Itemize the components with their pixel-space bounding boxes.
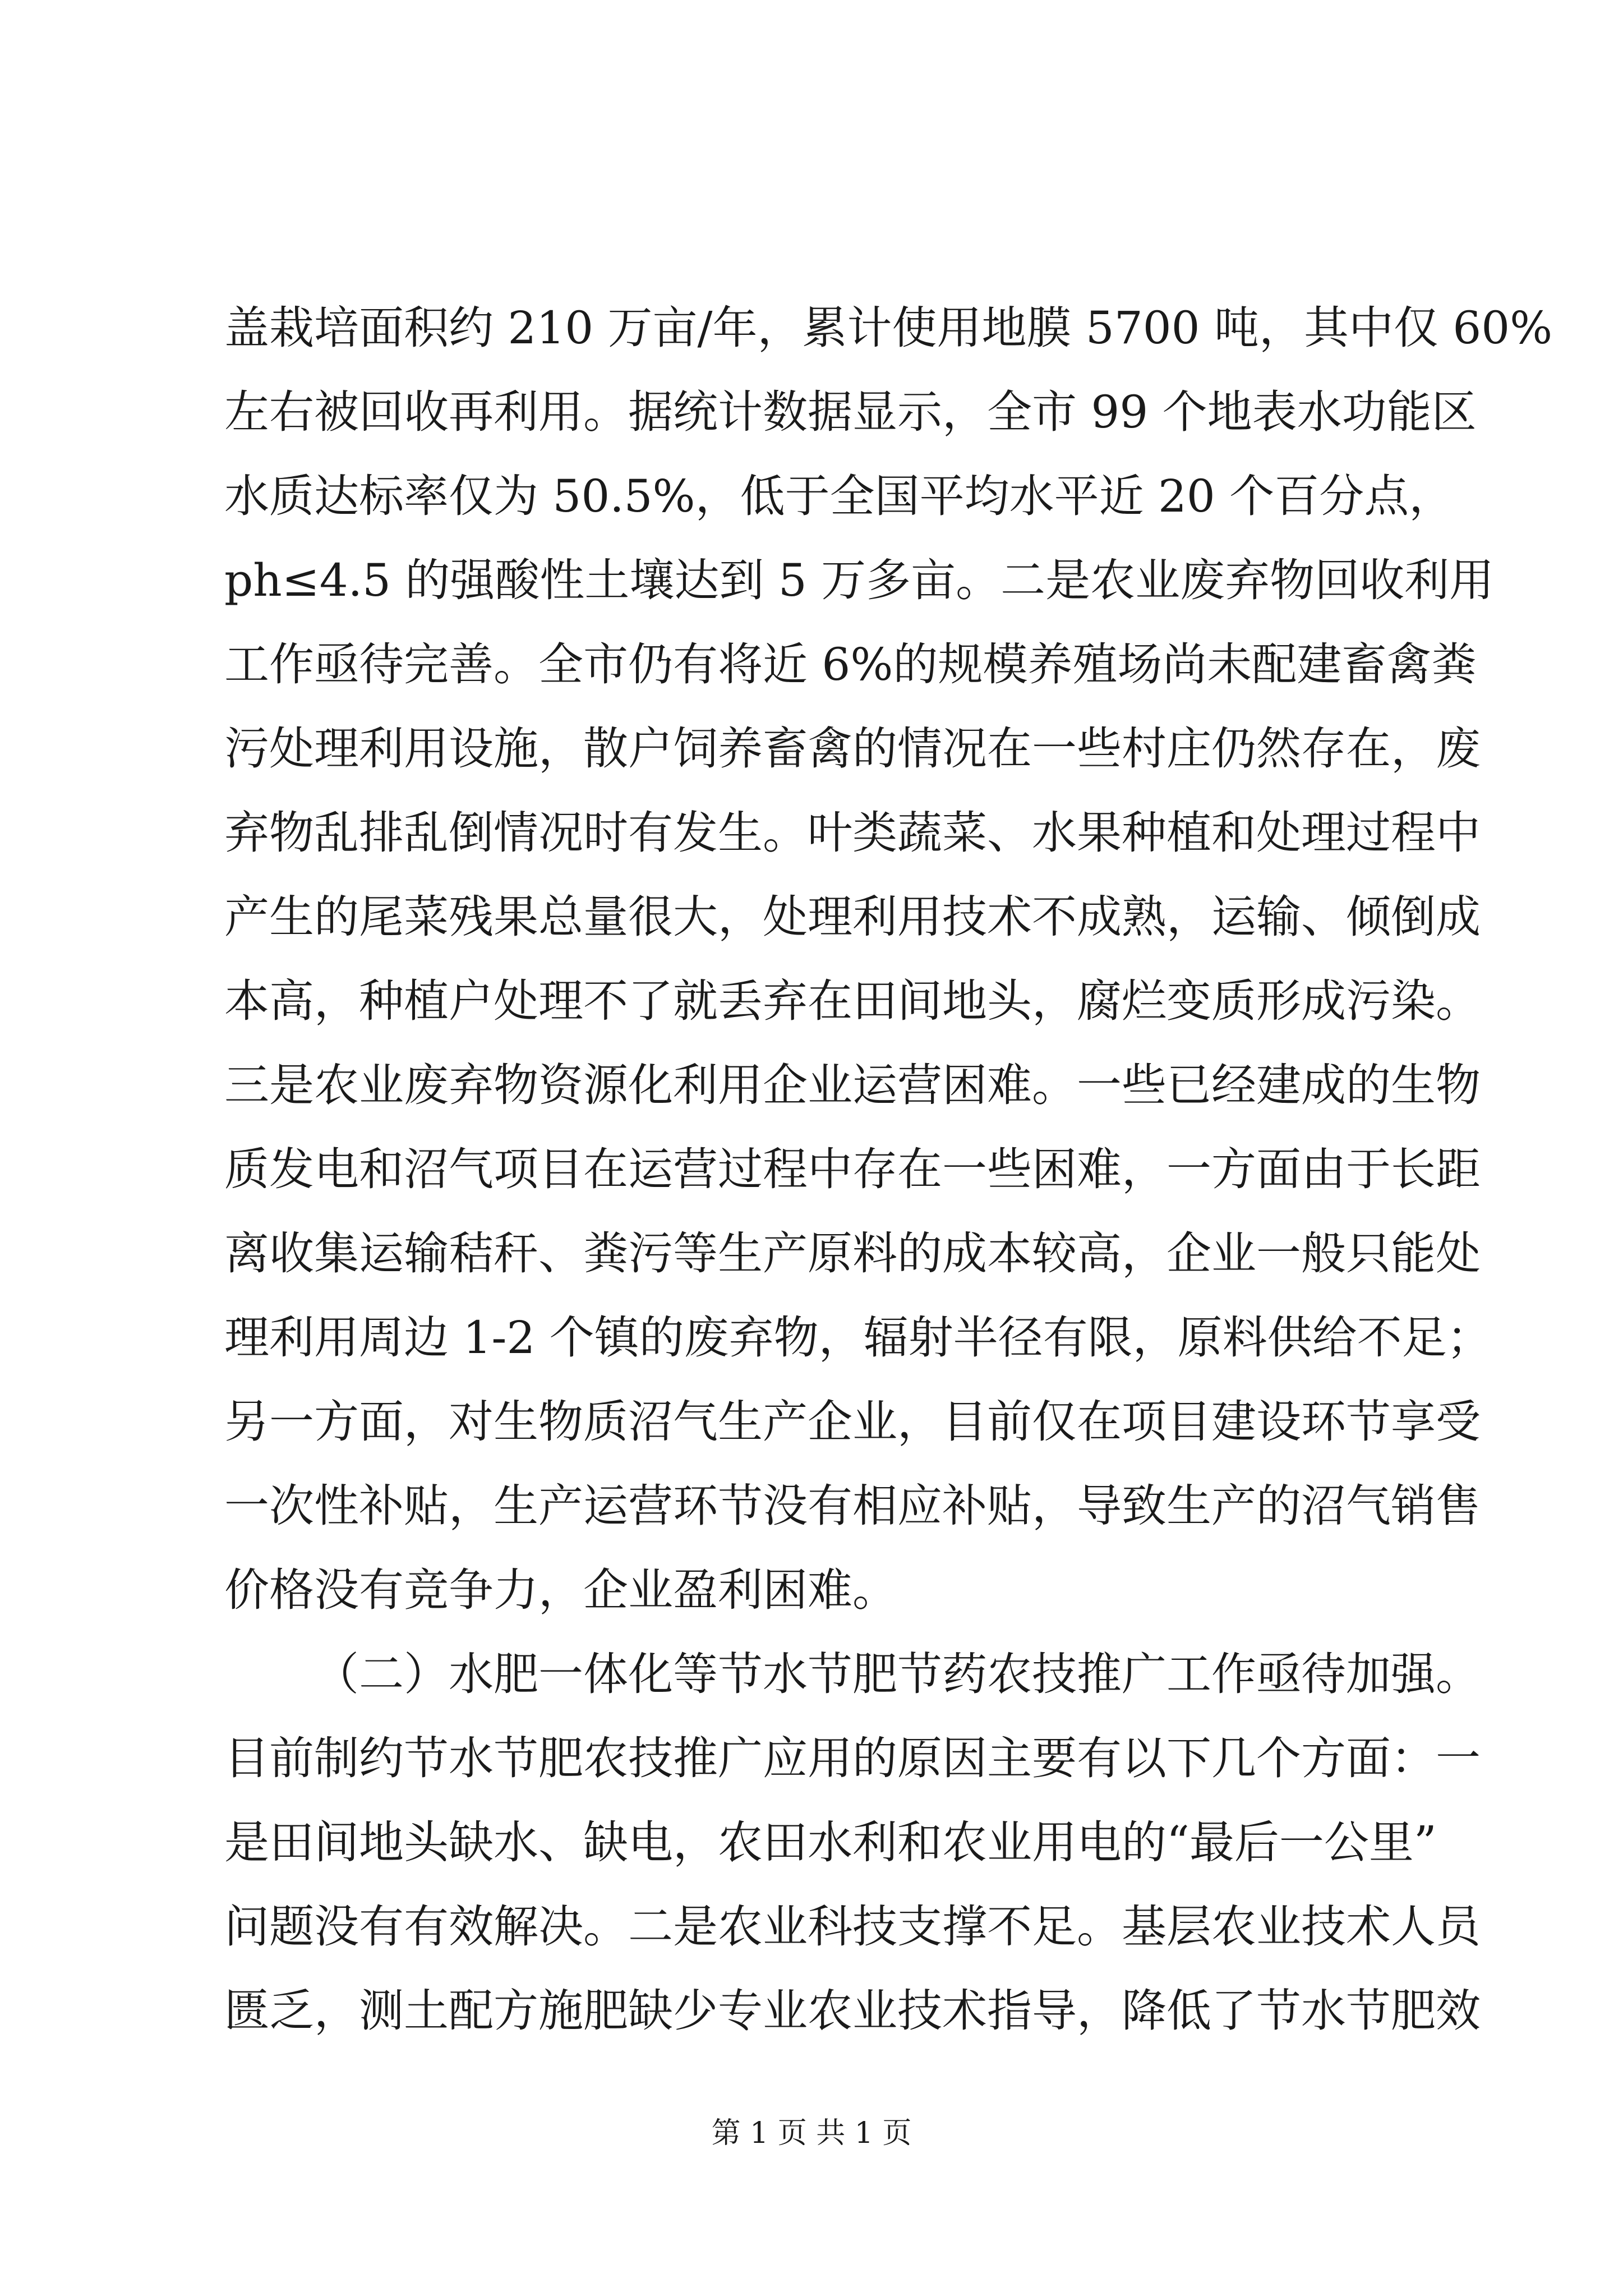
page-footer: 第 1 页 共 1 页 bbox=[711, 2116, 912, 2150]
text-line: 匮乏，测土配方施肥缺少专业农业技术指导，降低了节水节肥效 bbox=[224, 1985, 1481, 2037]
text-line: 本高，种植户处理不了就丢弃在田间地头，腐烂变质形成污染。 bbox=[224, 975, 1481, 1027]
text-line: 价格没有竞争力，企业盈利困难。 bbox=[224, 1564, 897, 1616]
section-heading-line: （二）水肥一体化等节水节肥节药农技推广工作亟待加强。 bbox=[314, 1648, 1481, 1700]
text-line: 污处理利用设施，散户饲养畜禽的情况在一些村庄仍然存在，废 bbox=[224, 723, 1481, 775]
text-line: 目前制约节水节肥农技推广应用的原因主要有以下几个方面：一 bbox=[224, 1732, 1481, 1784]
text-line: 弃物乱排乱倒情况时有发生。叶类蔬菜、水果种植和处理过程中 bbox=[224, 807, 1481, 859]
text-line: 质发电和沼气项目在运营过程中存在一些困难，一方面由于长距 bbox=[224, 1143, 1481, 1195]
text-line: 理利用周边 1-2 个镇的废弃物，辐射半径有限，原料供给不足； bbox=[224, 1312, 1492, 1364]
text-line: 是田间地头缺水、缺电，农田水利和农业用电的“最后一公里” bbox=[224, 1816, 1437, 1869]
text-line: 一次性补贴，生产运营环节没有相应补贴，导致生产的沼气销售 bbox=[224, 1480, 1481, 1532]
text-line: 产生的尾菜残果总量很大，处理利用技术不成熟，运输、倾倒成 bbox=[224, 891, 1481, 943]
text-line: 三是农业废弃物资源化利用企业运营困难。一些已经建成的生物 bbox=[224, 1059, 1481, 1111]
text-line: 水质达标率仅为 50.5%，低于全国平均水平近 20 个百分点， bbox=[224, 470, 1454, 522]
body-text bbox=[224, 286, 1553, 2053]
text-line: 另一方面，对生物质沼气生产企业，目前仅在项目建设环节享受 bbox=[224, 1396, 1481, 1448]
text-line: 工作亟待完善。全市仍有将近 6%的规模养殖场尚未配建畜禽粪 bbox=[224, 638, 1477, 691]
text-line: 左右被回收再利用。据统计数据显示，全市 99 个地表水功能区 bbox=[224, 386, 1477, 438]
text-line: 问题没有有效解决。二是农业科技支撑不足。基层农业技术人员 bbox=[224, 1901, 1481, 1953]
text-line: 离收集运输秸秆、粪污等生产原料的成本较高，企业一般只能处 bbox=[224, 1227, 1481, 1280]
text-line: 盖栽培面积约 210 万亩/年，累计使用地膜 5700 吨，其中仅 60% bbox=[224, 302, 1553, 354]
text-line: ph≤4.5 的强酸性土壤达到 5 万多亩。二是农业废弃物回收利用 bbox=[224, 554, 1495, 606]
